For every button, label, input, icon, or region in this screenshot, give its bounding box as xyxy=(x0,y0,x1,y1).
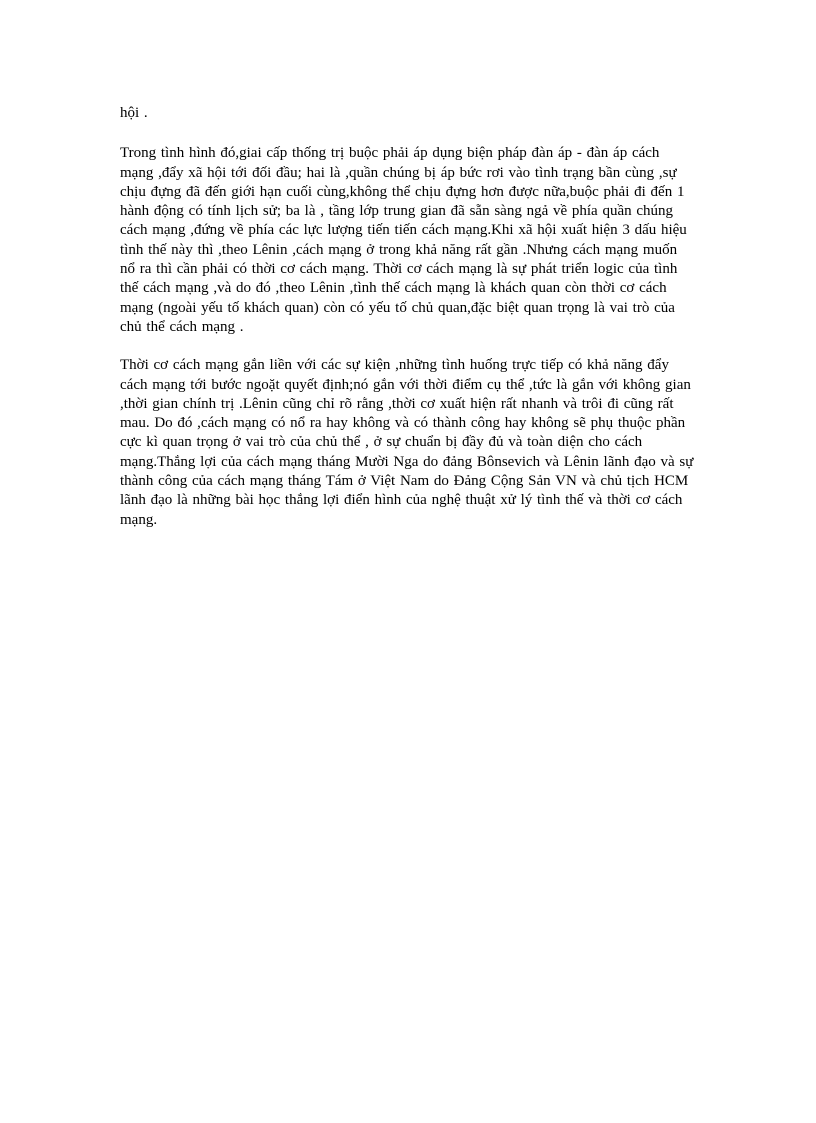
paragraph-revolutionary-opportunity: Thời cơ cách mạng gắn liền với các sự kiện ,những tình huống trực tiếp có khả năng đẩy cách mạng tới bước ngoặt quyết định;nó gắn với thời điểm cụ thể ,tức là gắn với không gian ,thời gian chính trị .Lênin cũng chỉ rõ rằng ,thời cơ xuất hiện rất nhanh và trôi đi cũng rất mau. Do đó ,cách mạng có nổ ra hay không và có thành công hay không sẽ phụ thuộc phần cực kì quan trọng ở vai trò của chủ thể , ở sự chuẩn bị đầy đủ và toàn diện cho cách mạng.Thắng lợi của cách mạng tháng Mười Nga do đảng Bônsevich và Lênin lãnh đạo và sự thành công của cách mạng tháng Tám ở Việt Nam do Đảng Cộng Sản VN và chủ tịch HCM lãnh đạo là những bài học thắng lợi điển hình của nghệ thuật xử lý tình thế và thời cơ cách mạng. xyxy=(120,357,694,528)
paragraph-continuation: hội . xyxy=(120,105,148,121)
document-body xyxy=(120,104,695,549)
paragraph-revolutionary-situation: Trong tình hình đó,giai cấp thống trị buộc phải áp dụng biện pháp đàn áp - đàn áp cách mạng ,đẩy xã hội tới đối đầu; hai là ,quần chúng bị áp bức rơi vào tình trạng bần cùng ,sự chịu đựng đã đến giới hạn cuối cùng,không thể chịu đựng hơn được nữa,buộc phải đi đến 1 hành động có tính lịch sử; ba là , tầng lớp trung gian đã sẵn sàng ngả về phía quần chúng cách mạng ,đứng về phía các lực lượng tiến tiến cách mạng.Khi xã hội xuất hiện 3 dấu hiệu tình thế này thì ,theo Lênin ,cách mạng ở trong khả năng rất gần .Nhưng cách mạng muốn nổ ra thì cần phải có thời cơ cách mạng. Thời cơ cách mạng là sự phát triển logic của tình thế cách mạng ,và do đó ,theo Lênin ,tình thế cách mạng là khách quan còn thời cơ cách mạng (ngoài yếu tố khách quan) còn có yếu tố chủ quan,đặc biệt quan trọng là vai trò của chủ thể cách mạng . xyxy=(120,145,687,335)
